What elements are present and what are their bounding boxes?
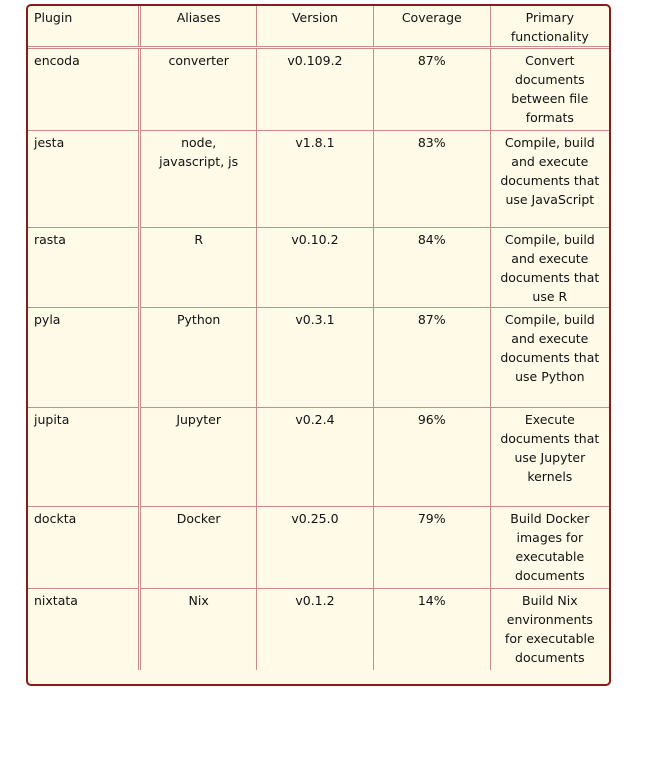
table-row: [28, 507, 609, 589]
cell-aliases: Python: [140, 308, 257, 408]
cell-coverage: 84%: [373, 228, 490, 308]
cell-plugin: jupita: [34, 412, 70, 427]
cell-version: v0.2.4: [257, 408, 374, 507]
cell-plugin: nixtata: [34, 593, 78, 608]
table-row: [28, 131, 609, 228]
cell-version: v0.3.1: [257, 308, 374, 408]
header-row: [28, 6, 609, 48]
cell-version: v0.10.2: [257, 228, 374, 308]
cell-coverage: 79%: [373, 507, 490, 589]
cell-version: v0.109.2: [257, 48, 374, 131]
table-row: [28, 48, 609, 131]
plugins-table: [28, 6, 609, 670]
cell-coverage: 87%: [373, 308, 490, 408]
table-row: [28, 308, 609, 408]
cell-functionality: Compile, build and execute documents that use Python: [490, 308, 609, 408]
cell-functionality: Convert documents between file formats: [490, 48, 609, 131]
header-aliases: Aliases: [140, 6, 257, 48]
cell-aliases: Nix: [140, 589, 257, 670]
cell-version: v0.1.2: [257, 589, 374, 670]
header-primary-functionality: Primary functionality: [490, 6, 609, 48]
header-plugin: Plugin: [28, 6, 140, 48]
cell-coverage: 87%: [373, 48, 490, 131]
table-row: [28, 408, 609, 507]
cell-version: v1.8.1: [257, 131, 374, 228]
cell-coverage: 14%: [373, 589, 490, 670]
cell-functionality: Build Nix environments for executable documents: [490, 589, 609, 670]
cell-aliases: converter: [140, 48, 257, 131]
table-body: [28, 48, 609, 670]
cell-plugin: rasta: [34, 232, 66, 247]
cell-functionality: Build Docker images for executable documents: [490, 507, 609, 589]
cell-plugin: jesta: [34, 135, 65, 150]
cell-functionality: Compile, build and execute documents that use R: [490, 228, 609, 308]
header-version: Version: [257, 6, 374, 48]
cell-aliases: Jupyter: [140, 408, 257, 507]
header-coverage: Coverage: [373, 6, 490, 48]
cell-plugin: pyla: [34, 312, 61, 327]
cell-plugin: encoda: [34, 53, 80, 68]
table-row: [28, 228, 609, 308]
cell-coverage: 96%: [373, 408, 490, 507]
cell-aliases: R: [140, 228, 257, 308]
cell-coverage: 83%: [373, 131, 490, 228]
cell-version: v0.25.0: [257, 507, 374, 589]
table-row: [28, 589, 609, 670]
cell-plugin: dockta: [34, 511, 77, 526]
cell-aliases: Docker: [140, 507, 257, 589]
cell-functionality: Execute documents that use Jupyter kernels: [490, 408, 609, 507]
cell-functionality: Compile, build and execute documents that use JavaScript: [490, 131, 609, 228]
table-header: [28, 6, 609, 48]
cell-aliases: node, javascript, js: [140, 131, 257, 228]
plugins-table-frame: [26, 4, 611, 686]
